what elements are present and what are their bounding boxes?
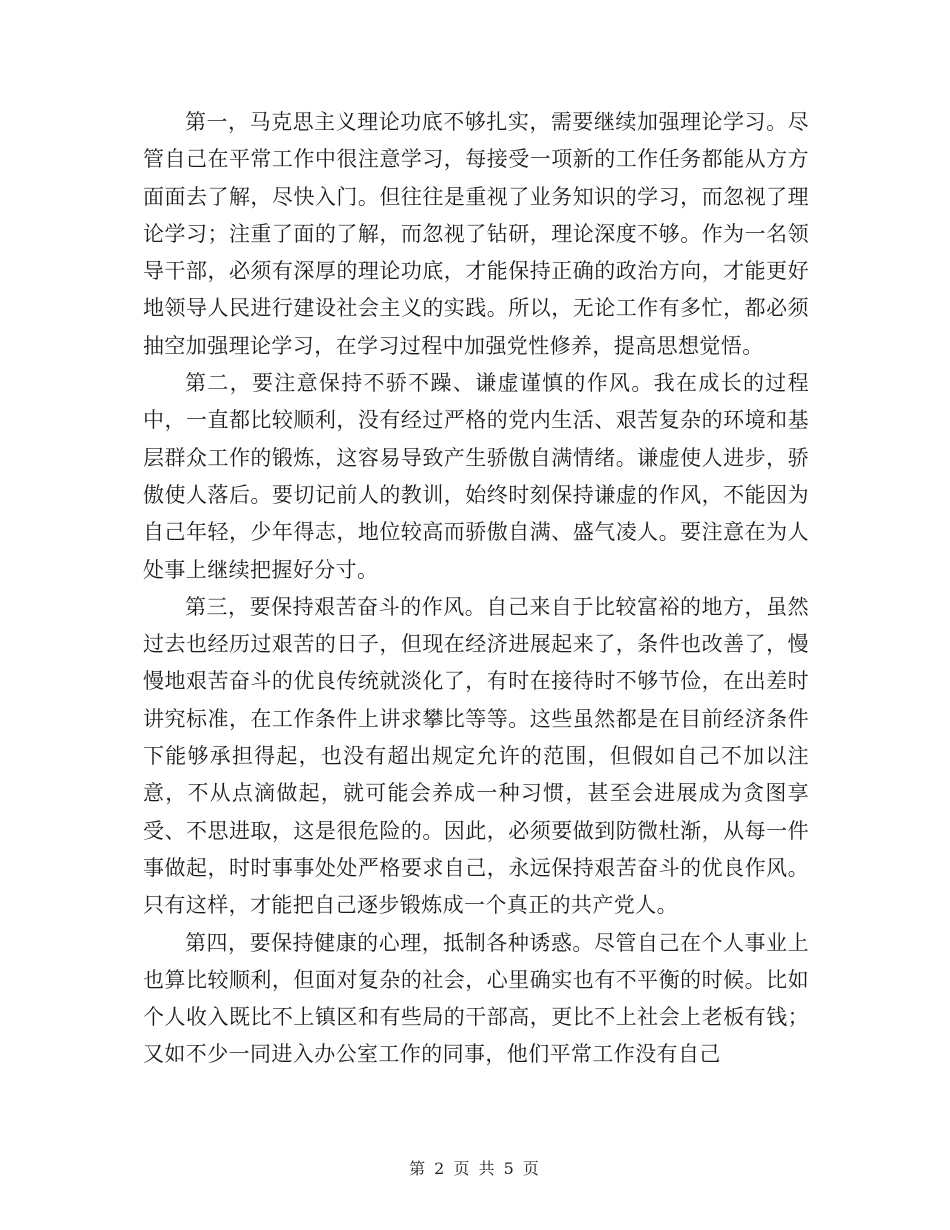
paragraph-2: 第二，要注意保持不骄不躁、谦虚谨慎的作风。我在成长的过程中，一直都比较顺利，没有经过严格的党内生活、艰苦复杂的环境和基层群众工作的锻炼，这容易导致产生骄傲自满情绪。谦虚使人进步，骄傲使人落后。要切记前人的教训，始终时刻保持谦虚的作风，不能因为自己年轻，少年得志，地位较高而骄傲自满、盛气凌人。要注意在为人处事上继续把握好分寸。 [143,371,809,582]
paragraph-1: 第一，马克思主义理论功底不够扎实，需要继续加强理论学习。尽管自己在平常工作中很注意学习，每接受一项新的工作任务都能从方方面面去了解，尽快入门。但往往是重视了业务知识的学习，而忽视了理论学习；注重了面的了解，而忽视了钻研，理论深度不够。作为一名领导干部，必须有深厚的理论功底，才能保持正确的政治方向，才能更好地领导人民进行建设社会主义的实践。所以，无论工作有多忙，都必须抽空加强理论学习，在学习过程中加强党性修养，提高思想觉悟。 [143,110,809,358]
paragraph-3: 第三，要保持艰苦奋斗的作风。自己来自于比较富裕的地方，虽然过去也经历过艰苦的日子，但现在经济进展起来了，条件也改善了，慢慢地艰苦奋斗的优良传统就淡化了，有时在接待时不够节俭，在出差时讲究标准，在工作条件上讲求攀比等等。这些虽然都是在目前经济条件下能够承担得起，也没有超出规定允许的范围，但假如自己不加以注意，不从点滴做起，就可能会养成一种习惯，甚至会进展成为贪图享受、不思进取，这是很危险的。因此，必须要做到防微杜渐，从每一件事做起，时时事事处处严格要求自己，永远保持艰苦奋斗的优良作风。只有这样，才能把自己逐步锻炼成一个真正的共产党人。 [143,594,809,918]
paragraph-4: 第四，要保持健康的心理，抵制各种诱惑。尽管自己在个人事业上也算比较顺利，但面对复杂的社会，心里确实也有不平衡的时候。比如个人收入既比不上镇区和有些局的干部高，更比不上社会上老板有钱；又如不少一同进入办公室工作的同事，他们平常工作没有自己 [143,930,809,1067]
page-number-footer: 第 2 页 共 5 页 [409,1159,541,1178]
document-body [143,104,809,1074]
